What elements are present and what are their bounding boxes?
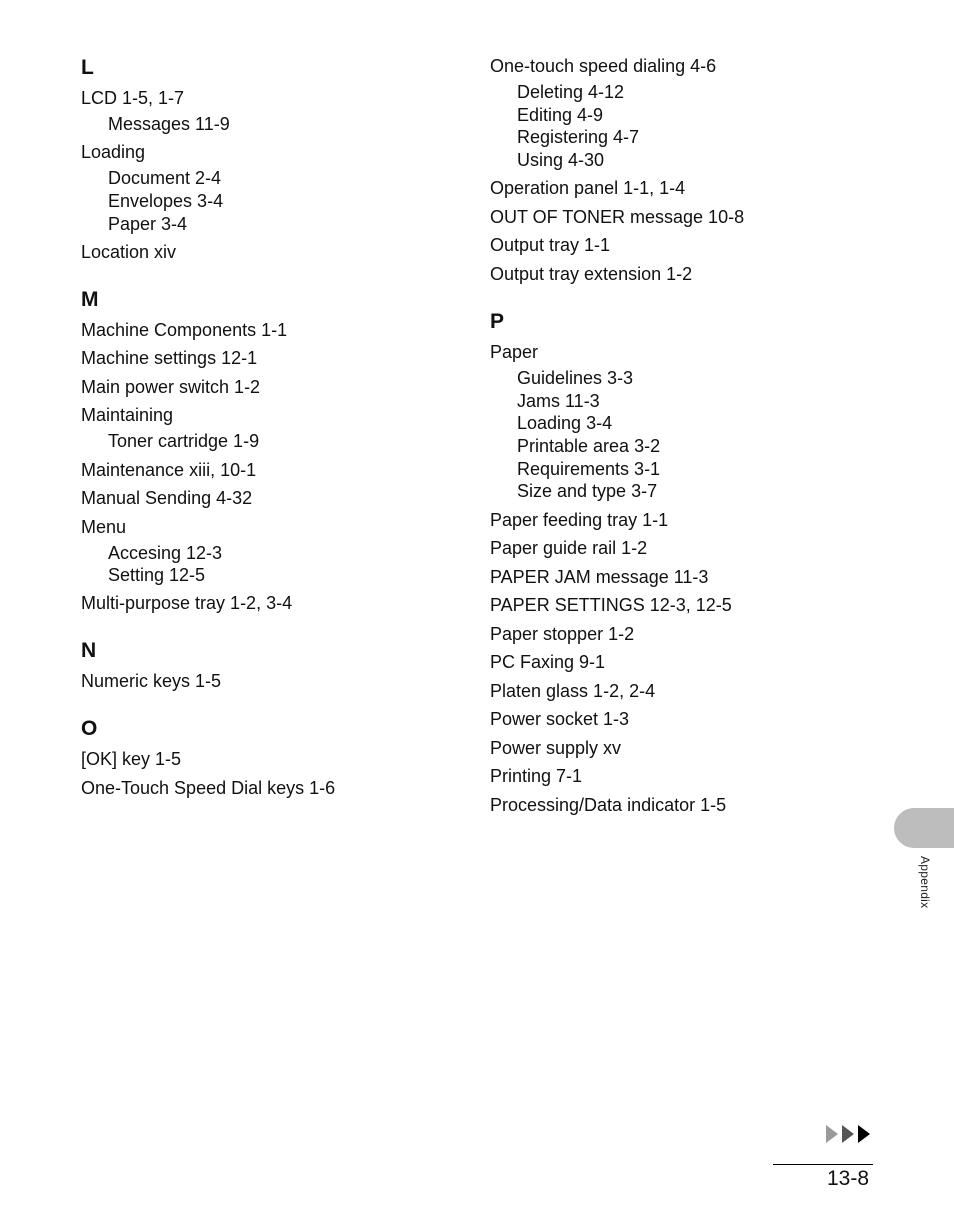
index-entry	[81, 140, 461, 235]
entry-list	[81, 318, 461, 616]
index-entry-text: Machine settings 12-1	[81, 348, 258, 369]
index-subentry: Using 4-30	[517, 150, 605, 171]
index-entry	[81, 403, 461, 453]
entry-list	[81, 669, 461, 693]
index-subentry: Accesing 12-3	[108, 542, 223, 563]
index-subentry: Deleting 4-12	[517, 82, 625, 102]
index-entry-text: Manual Sending 4-32	[81, 488, 253, 509]
index-section	[81, 715, 461, 800]
index-entry	[81, 515, 461, 587]
index-entry-text: [OK] key 1-5	[81, 749, 182, 770]
index-entry-text: Operation panel 1-1, 1-4	[490, 178, 686, 199]
index-section	[490, 308, 870, 817]
index-entry	[490, 736, 870, 760]
index-subentry: Editing 4-9	[517, 104, 604, 125]
index-entry-text: PAPER JAM message 11-3	[490, 566, 709, 587]
index-entry	[81, 458, 461, 482]
index-entry	[490, 340, 870, 503]
section-letter: P	[490, 309, 505, 333]
index-subentry: Messages 11-9	[108, 114, 230, 134]
index-column-right	[490, 54, 870, 817]
index-subentry: Printable area 3-2	[517, 435, 661, 456]
index-entry-text: Paper feeding tray 1-1	[490, 509, 669, 530]
section-letter: M	[81, 287, 99, 311]
index-subentries	[81, 542, 461, 587]
index-entry-text: Output tray extension 1-2	[490, 263, 693, 284]
index-entry	[81, 591, 461, 615]
index-subentry: Jams 11-3	[517, 390, 600, 411]
index-subentries	[490, 81, 870, 172]
index-entry-text: Multi-purpose tray 1-2, 3-4	[81, 593, 293, 614]
index-entry-text: Power socket 1-3	[490, 709, 630, 730]
entry-list	[81, 747, 461, 800]
index-entry-text: Output tray 1-1	[490, 235, 611, 256]
index-entry-text: Printing 7-1	[490, 766, 583, 787]
entry-list	[490, 340, 870, 817]
index-entry	[490, 764, 870, 788]
footer-rule	[773, 1164, 873, 1165]
index-subentry: Setting 12-5	[108, 565, 206, 586]
entry-list	[81, 86, 461, 264]
index-entry	[81, 86, 461, 136]
next-page-arrows-icon	[826, 1123, 876, 1145]
index-subentry: Envelopes 3-4	[108, 190, 224, 211]
index-entry-text: Menu	[81, 516, 127, 537]
section-letter: N	[81, 639, 97, 663]
index-section	[81, 286, 461, 616]
index-entry-text: Maintenance xiii, 10-1	[81, 459, 257, 480]
index-subentry: Size and type 3-7	[517, 481, 658, 502]
index-entry	[490, 233, 870, 257]
index-entry	[490, 622, 870, 646]
index-entry	[81, 776, 461, 800]
index-entry	[81, 747, 461, 771]
index-entry-text: Platen glass 1-2, 2-4	[490, 680, 656, 701]
index-entry-text: Processing/Data indicator 1-5	[490, 794, 727, 815]
index-entry	[81, 669, 461, 693]
index-entry	[490, 262, 870, 286]
index-entry	[490, 176, 870, 200]
index-entry-text: One-touch speed dialing 4-6	[490, 56, 717, 76]
page-number: 13-8	[827, 1167, 870, 1190]
index-entry-text: PC Faxing 9-1	[490, 652, 606, 673]
index-entry	[490, 707, 870, 731]
index-entry	[490, 793, 870, 817]
index-entry	[490, 679, 870, 703]
entry-list	[490, 54, 870, 286]
index-subentry: Toner cartridge 1-9	[108, 431, 260, 452]
index-subentries	[81, 430, 461, 453]
index-subentry: Document 2-4	[108, 168, 222, 189]
index-subentries	[81, 113, 461, 136]
index-entry-text: Maintaining	[81, 405, 174, 426]
index-entry	[81, 486, 461, 510]
index-entry-text: Paper	[490, 341, 539, 362]
index-entry	[490, 565, 870, 589]
index-subentry: Paper 3-4	[108, 213, 188, 234]
index-entry-text: Loading	[81, 142, 146, 163]
index-column-left	[81, 54, 461, 800]
appendix-tab-label: Appendix	[918, 856, 932, 909]
index-entry-text: Paper guide rail 1-2	[490, 538, 648, 559]
index-entry	[81, 240, 461, 264]
index-entry-text: PAPER SETTINGS 12-3, 12-5	[490, 595, 732, 616]
index-entry	[490, 593, 870, 617]
index-entry	[490, 650, 870, 674]
index-subentry: Loading 3-4	[517, 413, 613, 434]
index-entry-text: Machine Components 1-1	[81, 319, 288, 340]
index-entry	[490, 508, 870, 532]
index-subentries	[81, 167, 461, 235]
section-letter: O	[81, 717, 98, 741]
index-entry	[81, 318, 461, 342]
index-entry-text: Paper stopper 1-2	[490, 623, 635, 644]
index-entry-text: One-Touch Speed Dial keys 1-6	[81, 777, 336, 798]
index-subentry: Requirements 3-1	[517, 458, 661, 479]
index-section	[81, 54, 461, 264]
index-entry-text: Location xiv	[81, 241, 177, 262]
index-subentry: Guidelines 3-3	[517, 367, 634, 388]
index-entry-text: Numeric keys 1-5	[81, 671, 222, 692]
index-entry	[81, 346, 461, 370]
index-entry	[490, 205, 870, 229]
index-entry	[490, 536, 870, 560]
section-letter: L	[81, 56, 94, 79]
index-subentry: Registering 4-7	[517, 127, 640, 148]
index-section	[490, 54, 870, 286]
index-entry	[81, 375, 461, 399]
index-entry-text: LCD 1-5, 1-7	[81, 88, 185, 108]
index-entry-text: OUT OF TONER message 10-8	[490, 206, 745, 227]
index-entry-text: Power supply xv	[490, 737, 622, 758]
index-section	[81, 637, 461, 693]
appendix-tab	[894, 808, 954, 848]
index-entry	[490, 54, 870, 172]
index-entry-text: Main power switch 1-2	[81, 376, 261, 397]
index-subentries	[490, 367, 870, 503]
